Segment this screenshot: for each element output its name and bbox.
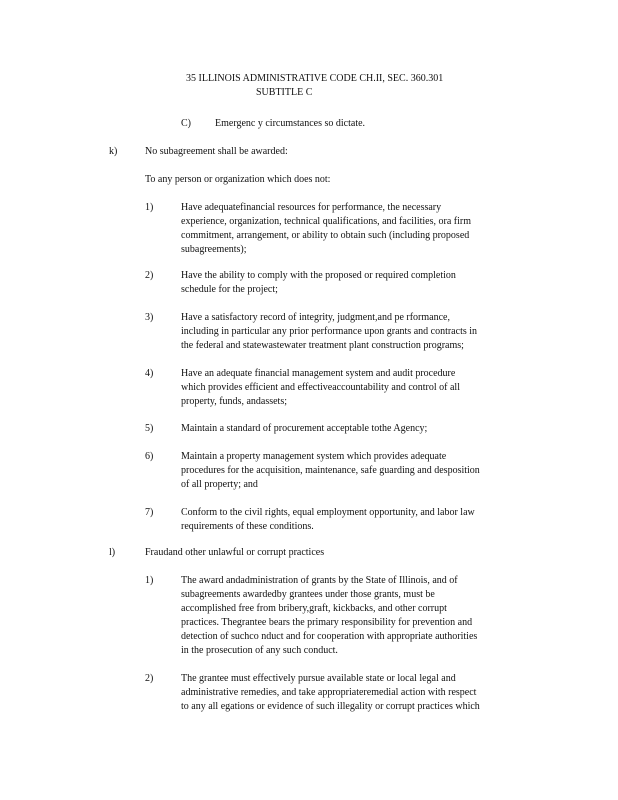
text-line: The award andadministration of grants by the State of Illinois, and of bbox=[181, 575, 458, 586]
list-item-label: 7) bbox=[145, 507, 154, 518]
text-line: Have a satisfactory record of integrity, judgment,and pe rformance, bbox=[181, 312, 450, 323]
text-line: in the prosecution of any such conduct. bbox=[181, 645, 338, 656]
list-item-text bbox=[181, 422, 427, 436]
list-item-label: 1) bbox=[145, 575, 154, 586]
item-c-label: C) bbox=[181, 118, 191, 129]
list-item-text bbox=[181, 311, 477, 353]
list-item-text bbox=[181, 450, 480, 492]
text-line: of all property; and bbox=[181, 479, 258, 490]
text-line: Have an adequate financial management system and audit procedure bbox=[181, 368, 456, 379]
text-line: The grantee must effectively pursue available state or local legal and bbox=[181, 673, 456, 684]
section-k-label: k) bbox=[109, 146, 118, 157]
header-citation: 35 ILLINOIS ADMINISTRATIVE CODE CH.II, SEC. 360.301 bbox=[186, 73, 444, 84]
text-line: subagreements); bbox=[181, 244, 247, 255]
text-line: Maintain a standard of procurement acceptable tothe Agency; bbox=[181, 423, 428, 434]
text-line: including in particular any prior performance upon grants and contracts in bbox=[181, 326, 478, 337]
text-line: practices. Thegrantee bears the primary responsibility for prevention and bbox=[181, 617, 473, 628]
text-line: schedule for the project; bbox=[181, 284, 278, 295]
text-line: to any all egations or evidence of such illegality or corrupt practices which bbox=[181, 701, 480, 712]
text-line: procedures for the acquisition, maintenance, safe guarding and desposition bbox=[181, 465, 480, 476]
text-line: Have the ability to comply with the proposed or required completion bbox=[181, 270, 456, 281]
text-line: requirements of these conditions. bbox=[181, 521, 314, 532]
list-item-text bbox=[181, 672, 480, 714]
section-l-label: l) bbox=[109, 547, 116, 558]
section-k-intro: To any person or organization which does not: bbox=[145, 174, 331, 185]
text-line: the federal and statewastewater treatment plant construction programs; bbox=[181, 340, 464, 351]
text-line: Maintain a property management system which provides adequate bbox=[181, 451, 447, 462]
list-item-text bbox=[181, 201, 471, 257]
text-line: experience, organization, technical qualifications, and facilities, ora firm bbox=[181, 216, 471, 227]
list-item-label: 1) bbox=[145, 202, 154, 213]
text-line: property, funds, andassets; bbox=[181, 396, 287, 407]
text-line: which provides efficient and effectiveaccountability and control of all bbox=[181, 382, 460, 393]
list-item-text bbox=[181, 367, 460, 409]
list-item-label: 2) bbox=[145, 270, 154, 281]
list-item-text bbox=[181, 574, 477, 658]
header-subtitle: SUBTITLE C bbox=[256, 87, 313, 98]
list-item-text bbox=[181, 506, 475, 534]
text-line: subagreements awardedby grantees under those grants, must be bbox=[181, 589, 435, 600]
list-item-label: 3) bbox=[145, 312, 154, 323]
text-line: accomplished free from bribery,graft, kickbacks, and other corrupt bbox=[181, 603, 447, 614]
list-item-label: 6) bbox=[145, 451, 154, 462]
text-line: commitment, arrangement, or ability to obtain such (including proposed bbox=[181, 230, 470, 241]
section-l-title: Fraudand other unlawful or corrupt practices bbox=[145, 547, 325, 558]
text-line: Have adequatefinancial resources for performance, the necessary bbox=[181, 202, 442, 213]
text-line: Conform to the civil rights, equal employment opportunity, and labor law bbox=[181, 507, 475, 518]
text-line: detection of suchco nduct and for cooperation with appropriate authorities bbox=[181, 631, 478, 642]
list-item-label: 2) bbox=[145, 673, 154, 684]
list-item-label: 5) bbox=[145, 423, 154, 434]
section-k-title: No subagreement shall be awarded: bbox=[145, 146, 288, 157]
list-item-label: 4) bbox=[145, 368, 154, 379]
text-line: administrative remedies, and take appropriateremedial action with respect bbox=[181, 687, 477, 698]
item-c-text: Emergenc y circumstances so dictate. bbox=[215, 118, 366, 129]
list-item-text bbox=[181, 269, 456, 297]
